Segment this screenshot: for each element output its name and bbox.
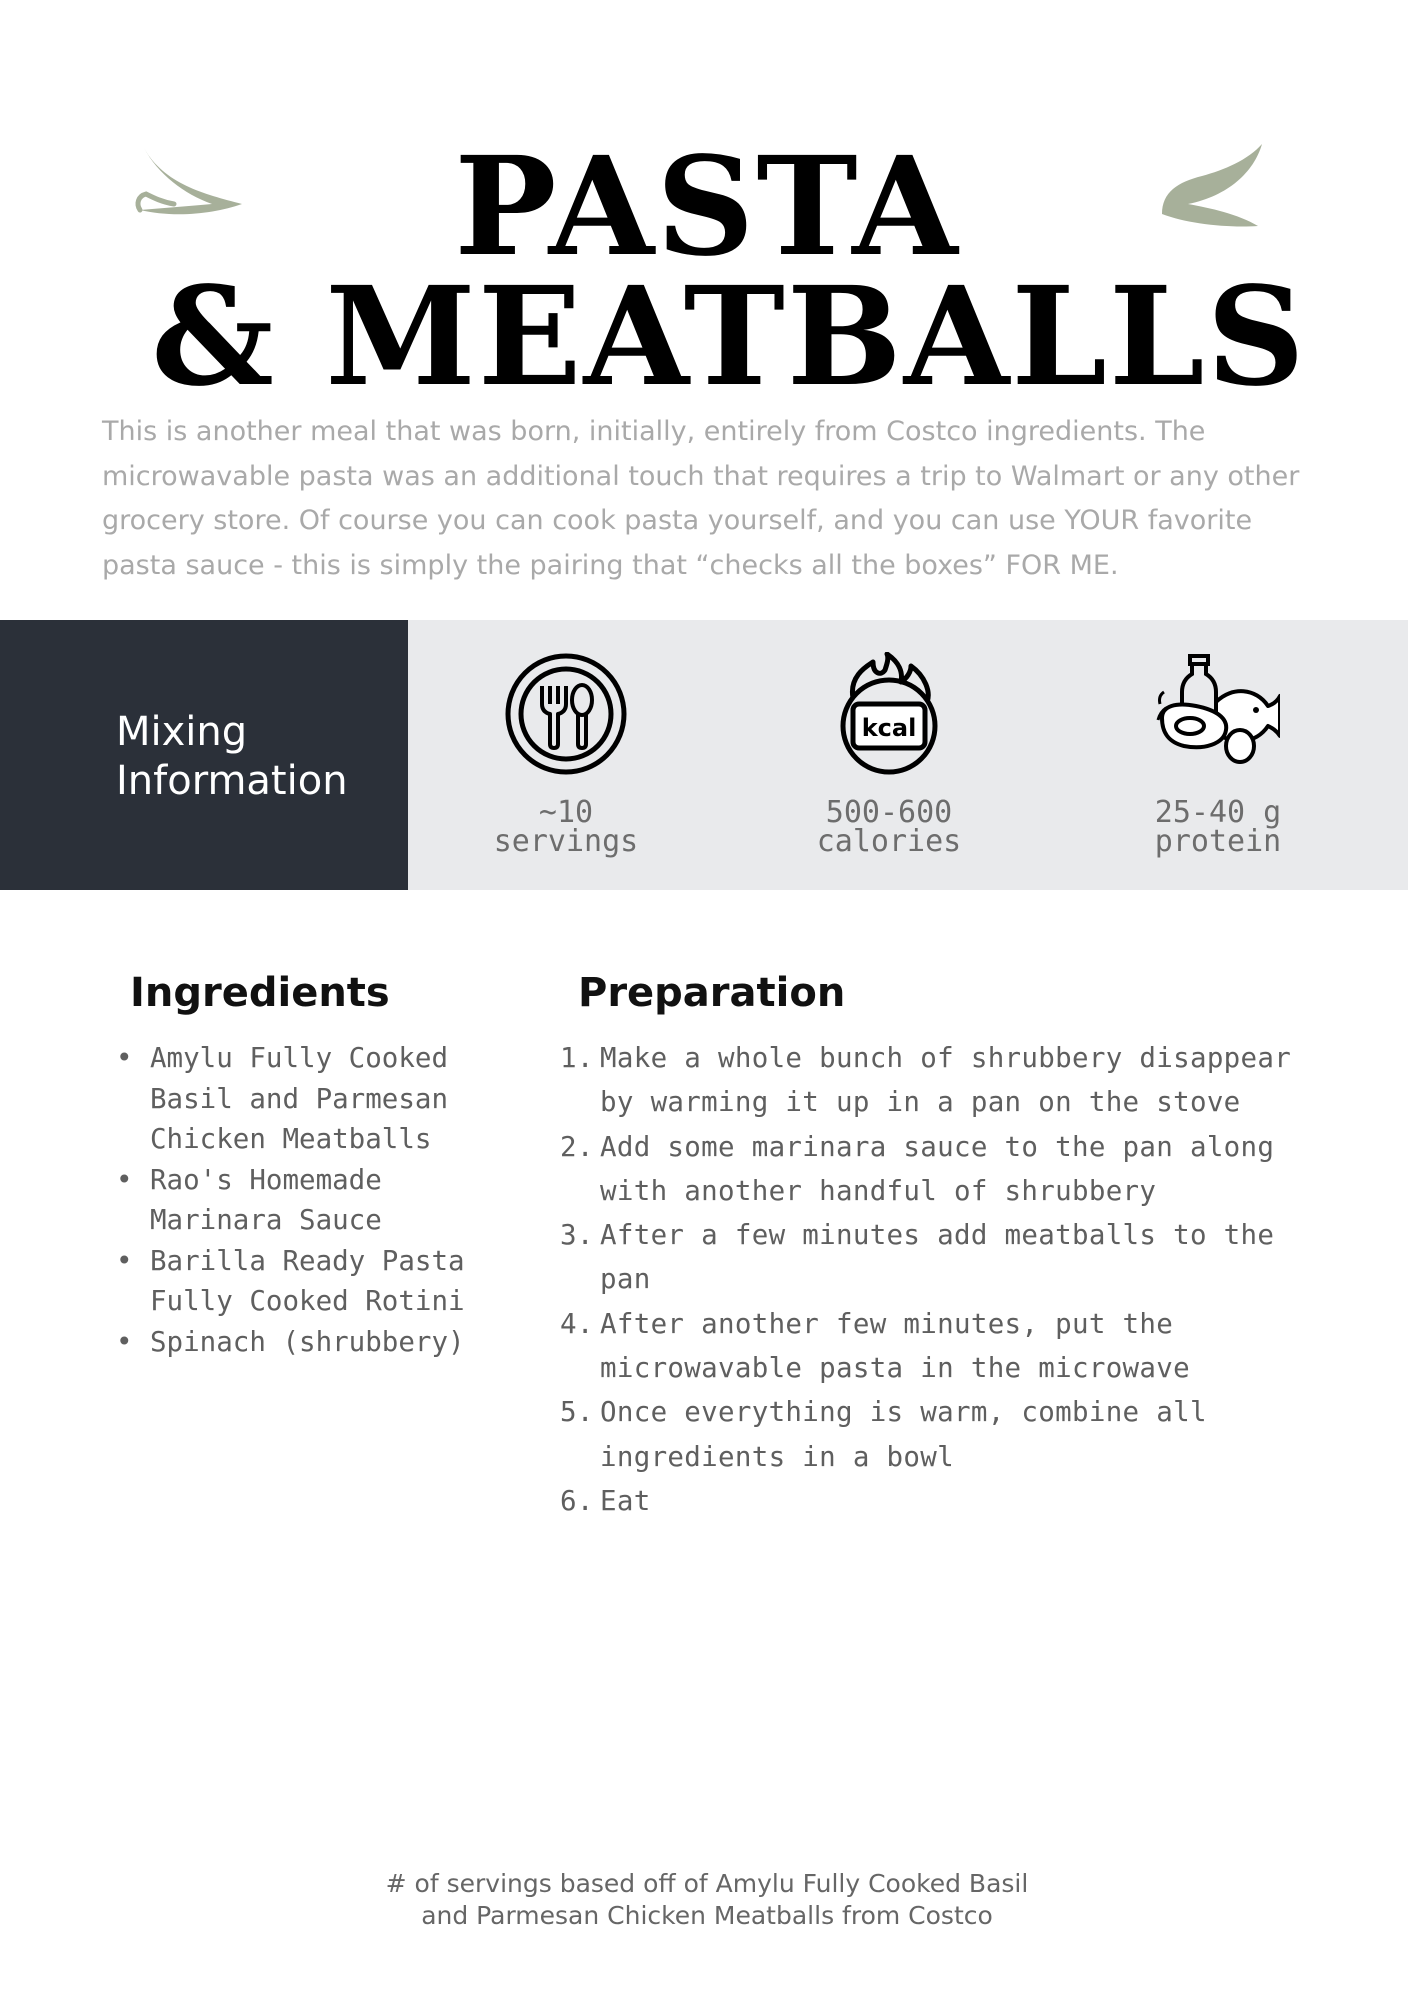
mixing-heading bbox=[116, 708, 396, 806]
step-number: 3. bbox=[560, 1219, 594, 1252]
stat-servings bbox=[446, 620, 686, 890]
preparation-step bbox=[560, 1036, 1320, 1125]
ingredient-item: • Spinach (shrubbery) bbox=[116, 1322, 496, 1363]
calories-value: 500-600 bbox=[825, 795, 953, 830]
kcal-text: kcal bbox=[861, 714, 917, 742]
protein-food-icon bbox=[1156, 652, 1280, 776]
footnote bbox=[0, 1868, 1414, 1932]
ingredient-item: • Amylu Fully Cooked Basil and Parmesan Chicken Meatballs bbox=[116, 1038, 496, 1160]
servings-text bbox=[446, 795, 686, 859]
footnote-line-2: and Parmesan Chicken Meatballs from Costco bbox=[421, 1901, 993, 1930]
preparation-step bbox=[560, 1302, 1320, 1391]
preparation-list bbox=[560, 1036, 1320, 1523]
ingredients-list bbox=[116, 1038, 496, 1362]
step-text: After another few minutes, put the microwavable pasta in the microwave bbox=[600, 1307, 1190, 1385]
kcal-flame-icon bbox=[827, 652, 951, 776]
step-text: Eat bbox=[600, 1484, 651, 1517]
preparation-step bbox=[560, 1125, 1320, 1214]
step-number: 5. bbox=[560, 1396, 594, 1429]
protein-value: 25-40 g bbox=[1154, 795, 1282, 830]
calories-text bbox=[769, 795, 1009, 859]
title-line-1: PASTA bbox=[454, 127, 960, 287]
protein-unit: protein bbox=[1154, 824, 1282, 859]
protein-text bbox=[1098, 795, 1338, 859]
calories-unit: calories bbox=[816, 824, 962, 859]
preparation-step bbox=[560, 1479, 1320, 1523]
step-number: 4. bbox=[560, 1307, 594, 1340]
utensils-plate-icon bbox=[504, 652, 628, 776]
footnote-line-1: # of servings based off of Amylu Fully Cooked Basil bbox=[385, 1869, 1029, 1898]
stat-protein bbox=[1098, 620, 1338, 890]
step-number: 6. bbox=[560, 1484, 594, 1517]
step-number: 2. bbox=[560, 1130, 594, 1163]
mixing-heading-line-1: Mixing bbox=[116, 709, 248, 755]
servings-unit: servings bbox=[493, 824, 639, 859]
preparation-step bbox=[560, 1213, 1320, 1302]
stat-calories bbox=[769, 620, 1009, 890]
ingredient-item: • Rao's Homemade Marinara Sauce bbox=[116, 1160, 496, 1241]
step-text: Once everything is warm, combine all ingredients in a bowl bbox=[600, 1396, 1207, 1473]
intro-paragraph: This is another meal that was born, initially, entirely from Costco ingredients. The microwavable pasta was an additional touch that requires a trip to Walmart or any other grocery store. Of course you can cook pasta yourself, and you can use YOUR favorite pasta sauce - this is simply the pairing that “checks all the boxes” FOR ME. bbox=[102, 416, 1300, 581]
title-line-2: & MEATBALLS bbox=[151, 257, 1307, 417]
mixing-heading-line-2: Information bbox=[116, 758, 348, 804]
preparation-step bbox=[560, 1390, 1320, 1479]
ingredients-heading: Ingredients bbox=[130, 970, 390, 1016]
servings-value: ~10 bbox=[538, 795, 594, 830]
mixing-information-band bbox=[0, 620, 1408, 890]
step-text: Make a whole bunch of shrubbery disappear by warming it up in a pan on the stove bbox=[600, 1042, 1292, 1119]
step-number: 1. bbox=[560, 1042, 594, 1074]
preparation-heading: Preparation bbox=[578, 970, 846, 1016]
step-text: Add some marinara sauce to the pan along with another handful of shrubbery bbox=[600, 1130, 1275, 1207]
ingredient-item: • Barilla Ready Pasta Fully Cooked Rotini bbox=[116, 1241, 496, 1322]
mixing-label-panel bbox=[0, 620, 408, 890]
step-text: After a few minutes add meatballs to the pan bbox=[600, 1219, 1275, 1296]
